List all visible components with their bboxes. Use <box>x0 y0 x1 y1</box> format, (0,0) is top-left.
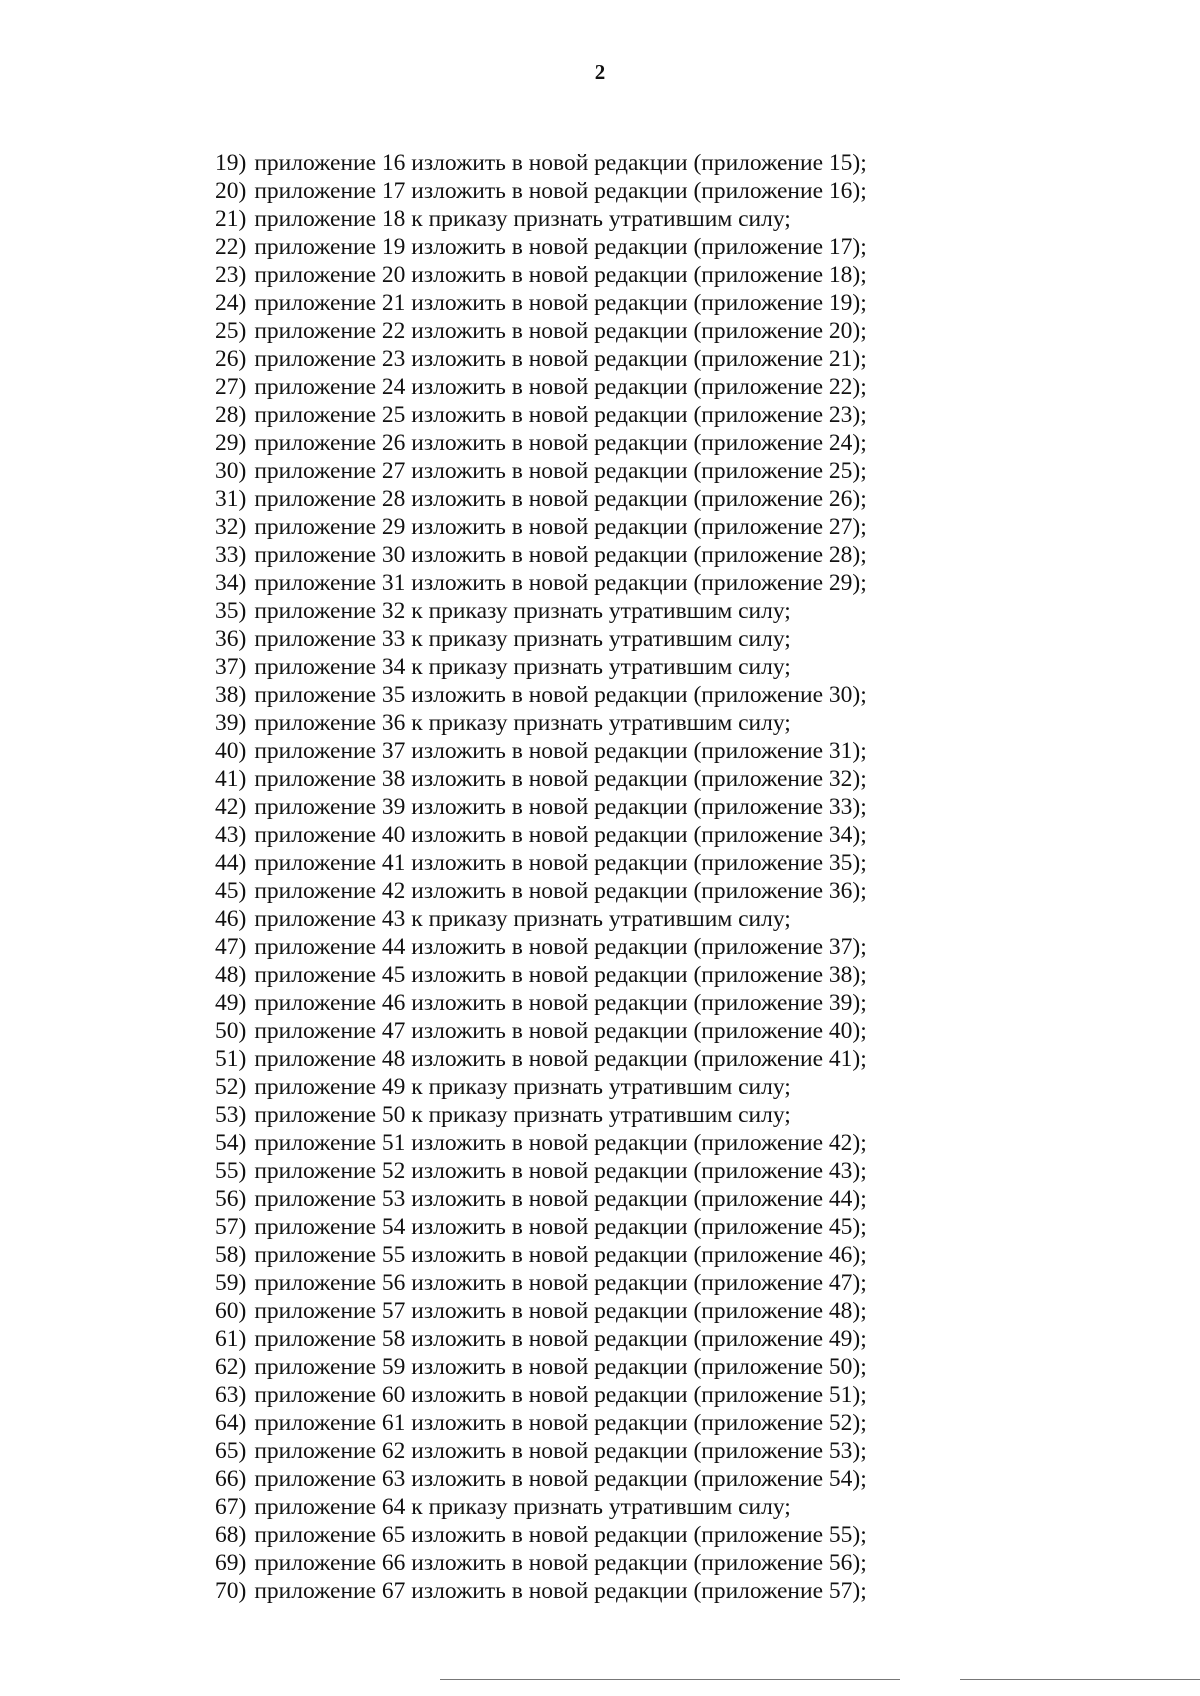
list-item-text: приложение 40 изложить в новой редакции (приложение 34); <box>254 822 867 848</box>
list-item-text: приложение 28 изложить в новой редакции (приложение 26); <box>254 486 867 512</box>
list-item-text: приложение 22 изложить в новой редакции (приложение 20); <box>254 318 867 344</box>
list-item-text: приложение 52 изложить в новой редакции (приложение 43); <box>254 1158 867 1184</box>
list-item-number: 37) <box>215 654 247 680</box>
list-item-text: приложение 29 изложить в новой редакции (приложение 27); <box>254 514 867 540</box>
list-item-text: приложение 57 изложить в новой редакции (приложение 48); <box>254 1298 867 1324</box>
list-item-number: 36) <box>215 626 247 652</box>
list-item <box>215 1073 935 1101</box>
list-item-text: приложение 55 изложить в новой редакции (приложение 46); <box>254 1242 867 1268</box>
list-item-text: приложение 54 изложить в новой редакции (приложение 45); <box>254 1214 867 1240</box>
list-item-number: 42) <box>215 794 247 820</box>
list-item-text: приложение 32 к приказу признать утратившим силу; <box>254 598 791 624</box>
list-item-text: приложение 59 изложить в новой редакции (приложение 50); <box>254 1354 867 1380</box>
list-item-number: 56) <box>215 1186 247 1212</box>
list-item-text: приложение 49 к приказу признать утратившим силу; <box>254 1074 791 1100</box>
list-item-number: 32) <box>215 514 247 540</box>
list-item-text: приложение 62 изложить в новой редакции (приложение 53); <box>254 1438 867 1464</box>
list-item <box>215 1213 935 1241</box>
list-item-text: приложение 21 изложить в новой редакции (приложение 19); <box>254 290 867 316</box>
list-item-text: приложение 31 изложить в новой редакции (приложение 29); <box>254 570 867 596</box>
list-item-number: 46) <box>215 906 247 932</box>
list-item-number: 59) <box>215 1270 247 1296</box>
list-item-number: 35) <box>215 598 247 624</box>
list-item <box>215 933 935 961</box>
list-item-number: 45) <box>215 878 247 904</box>
list-item-text: приложение 26 изложить в новой редакции (приложение 24); <box>254 430 867 456</box>
list-item <box>215 737 935 765</box>
amendment-list <box>215 149 935 1605</box>
list-item <box>215 429 935 457</box>
list-item-number: 55) <box>215 1158 247 1184</box>
list-item <box>215 1269 935 1297</box>
list-item-text: приложение 38 изложить в новой редакции (приложение 32); <box>254 766 867 792</box>
list-item <box>215 1577 935 1605</box>
scan-artifact-line <box>440 1679 900 1680</box>
list-item <box>215 177 935 205</box>
list-item-number: 25) <box>215 318 247 344</box>
list-item-number: 47) <box>215 934 247 960</box>
list-item-number: 30) <box>215 458 247 484</box>
list-item-text: приложение 41 изложить в новой редакции (приложение 35); <box>254 850 867 876</box>
list-item-text: приложение 45 изложить в новой редакции (приложение 38); <box>254 962 867 988</box>
list-item-text: приложение 63 изложить в новой редакции (приложение 54); <box>254 1466 867 1492</box>
list-item-number: 63) <box>215 1382 247 1408</box>
list-item-number: 21) <box>215 206 247 232</box>
list-item-text: приложение 58 изложить в новой редакции (приложение 49); <box>254 1326 867 1352</box>
list-item-text: приложение 50 к приказу признать утратившим силу; <box>254 1102 791 1128</box>
list-item-number: 67) <box>215 1494 247 1520</box>
list-item-text: приложение 47 изложить в новой редакции (приложение 40); <box>254 1018 867 1044</box>
list-item-number: 61) <box>215 1326 247 1352</box>
list-item <box>215 1409 935 1437</box>
list-item-number: 58) <box>215 1242 247 1268</box>
list-item <box>215 1017 935 1045</box>
list-item-number: 68) <box>215 1522 247 1548</box>
list-item-text: приложение 19 изложить в новой редакции (приложение 17); <box>254 234 867 260</box>
list-item-text: приложение 39 изложить в новой редакции (приложение 33); <box>254 794 867 820</box>
list-item <box>215 625 935 653</box>
list-item-number: 53) <box>215 1102 247 1128</box>
list-item-number: 24) <box>215 290 247 316</box>
list-item-text: приложение 17 изложить в новой редакции (приложение 16); <box>254 178 867 204</box>
list-item-number: 26) <box>215 346 247 372</box>
list-item <box>215 905 935 933</box>
list-item-text: приложение 44 изложить в новой редакции (приложение 37); <box>254 934 867 960</box>
list-item-number: 41) <box>215 766 247 792</box>
list-item <box>215 149 935 177</box>
list-item-number: 43) <box>215 822 247 848</box>
list-item-text: приложение 33 к приказу признать утратившим силу; <box>254 626 791 652</box>
list-item <box>215 765 935 793</box>
list-item <box>215 1325 935 1353</box>
list-item <box>215 709 935 737</box>
list-item-number: 31) <box>215 486 247 512</box>
list-item <box>215 345 935 373</box>
list-item-text: приложение 66 изложить в новой редакции (приложение 56); <box>254 1550 867 1576</box>
list-item-number: 23) <box>215 262 247 288</box>
list-item <box>215 1241 935 1269</box>
list-item-number: 29) <box>215 430 247 456</box>
list-item-number: 28) <box>215 402 247 428</box>
list-item-number: 66) <box>215 1466 247 1492</box>
list-item <box>215 1493 935 1521</box>
list-item-number: 70) <box>215 1578 247 1604</box>
page-number: 2 <box>594 60 606 84</box>
list-item <box>215 261 935 289</box>
list-item-number: 69) <box>215 1550 247 1576</box>
list-item <box>215 681 935 709</box>
list-item-text: приложение 51 изложить в новой редакции (приложение 42); <box>254 1130 867 1156</box>
list-item-text: приложение 18 к приказу признать утратившим силу; <box>254 206 791 232</box>
list-item <box>215 205 935 233</box>
list-item-text: приложение 36 к приказу признать утратившим силу; <box>254 710 791 736</box>
list-item <box>215 1045 935 1073</box>
list-item <box>215 1437 935 1465</box>
list-item-number: 52) <box>215 1074 247 1100</box>
list-item-number: 20) <box>215 178 247 204</box>
list-item-text: приложение 20 изложить в новой редакции (приложение 18); <box>254 262 867 288</box>
list-item <box>215 597 935 625</box>
list-item-text: приложение 56 изложить в новой редакции (приложение 47); <box>254 1270 867 1296</box>
list-item-text: приложение 27 изложить в новой редакции (приложение 25); <box>254 458 867 484</box>
list-item-number: 54) <box>215 1130 247 1156</box>
list-item <box>215 1521 935 1549</box>
list-item-number: 38) <box>215 682 247 708</box>
list-item-text: приложение 46 изложить в новой редакции (приложение 39); <box>254 990 867 1016</box>
list-item-number: 33) <box>215 542 247 568</box>
list-item <box>215 1353 935 1381</box>
list-item-number: 60) <box>215 1298 247 1324</box>
list-item-number: 39) <box>215 710 247 736</box>
list-item <box>215 513 935 541</box>
list-item <box>215 1157 935 1185</box>
list-item <box>215 1297 935 1325</box>
scan-artifact-line <box>960 1679 1200 1680</box>
list-item-text: приложение 25 изложить в новой редакции (приложение 23); <box>254 402 867 428</box>
list-item-number: 27) <box>215 374 247 400</box>
list-item-text: приложение 43 к приказу признать утратившим силу; <box>254 906 791 932</box>
list-item <box>215 485 935 513</box>
list-item-text: приложение 34 к приказу признать утратившим силу; <box>254 654 791 680</box>
list-item-text: приложение 67 изложить в новой редакции (приложение 57); <box>254 1578 867 1604</box>
list-item-number: 19) <box>215 150 247 176</box>
list-item <box>215 821 935 849</box>
list-item <box>215 1381 935 1409</box>
list-item <box>215 1465 935 1493</box>
list-item-text: приложение 37 изложить в новой редакции (приложение 31); <box>254 738 867 764</box>
list-item <box>215 1101 935 1129</box>
list-item <box>215 653 935 681</box>
list-item-number: 22) <box>215 234 247 260</box>
list-item-text: приложение 60 изложить в новой редакции (приложение 51); <box>254 1382 867 1408</box>
list-item-number: 34) <box>215 570 247 596</box>
list-item <box>215 1185 935 1213</box>
list-item-number: 62) <box>215 1354 247 1380</box>
list-item-text: приложение 61 изложить в новой редакции (приложение 52); <box>254 1410 867 1436</box>
list-item-text: приложение 23 изложить в новой редакции (приложение 21); <box>254 346 867 372</box>
list-item-text: приложение 42 изложить в новой редакции (приложение 36); <box>254 878 867 904</box>
list-item-number: 49) <box>215 990 247 1016</box>
list-item-number: 51) <box>215 1046 247 1072</box>
list-item <box>215 317 935 345</box>
list-item-text: приложение 35 изложить в новой редакции (приложение 30); <box>254 682 867 708</box>
list-item-number: 50) <box>215 1018 247 1044</box>
list-item <box>215 877 935 905</box>
list-item <box>215 233 935 261</box>
list-item-text: приложение 48 изложить в новой редакции (приложение 41); <box>254 1046 867 1072</box>
list-item-number: 40) <box>215 738 247 764</box>
list-item <box>215 793 935 821</box>
list-item <box>215 373 935 401</box>
list-item-number: 48) <box>215 962 247 988</box>
list-item-text: приложение 30 изложить в новой редакции (приложение 28); <box>254 542 867 568</box>
list-item <box>215 457 935 485</box>
list-item-number: 44) <box>215 850 247 876</box>
list-item <box>215 849 935 877</box>
list-item-text: приложение 64 к приказу признать утратившим силу; <box>254 1494 791 1520</box>
list-item-text: приложение 65 изложить в новой редакции (приложение 55); <box>254 1522 867 1548</box>
list-item <box>215 289 935 317</box>
list-item <box>215 1129 935 1157</box>
list-item <box>215 1549 935 1577</box>
list-item-number: 65) <box>215 1438 247 1464</box>
list-item <box>215 569 935 597</box>
list-item-text: приложение 16 изложить в новой редакции (приложение 15); <box>254 150 867 176</box>
list-item-number: 57) <box>215 1214 247 1240</box>
list-item-text: приложение 24 изложить в новой редакции (приложение 22); <box>254 374 867 400</box>
list-item <box>215 401 935 429</box>
list-item-text: приложение 53 изложить в новой редакции (приложение 44); <box>254 1186 867 1212</box>
list-item <box>215 961 935 989</box>
list-item <box>215 541 935 569</box>
list-item-number: 64) <box>215 1410 247 1436</box>
list-item <box>215 989 935 1017</box>
